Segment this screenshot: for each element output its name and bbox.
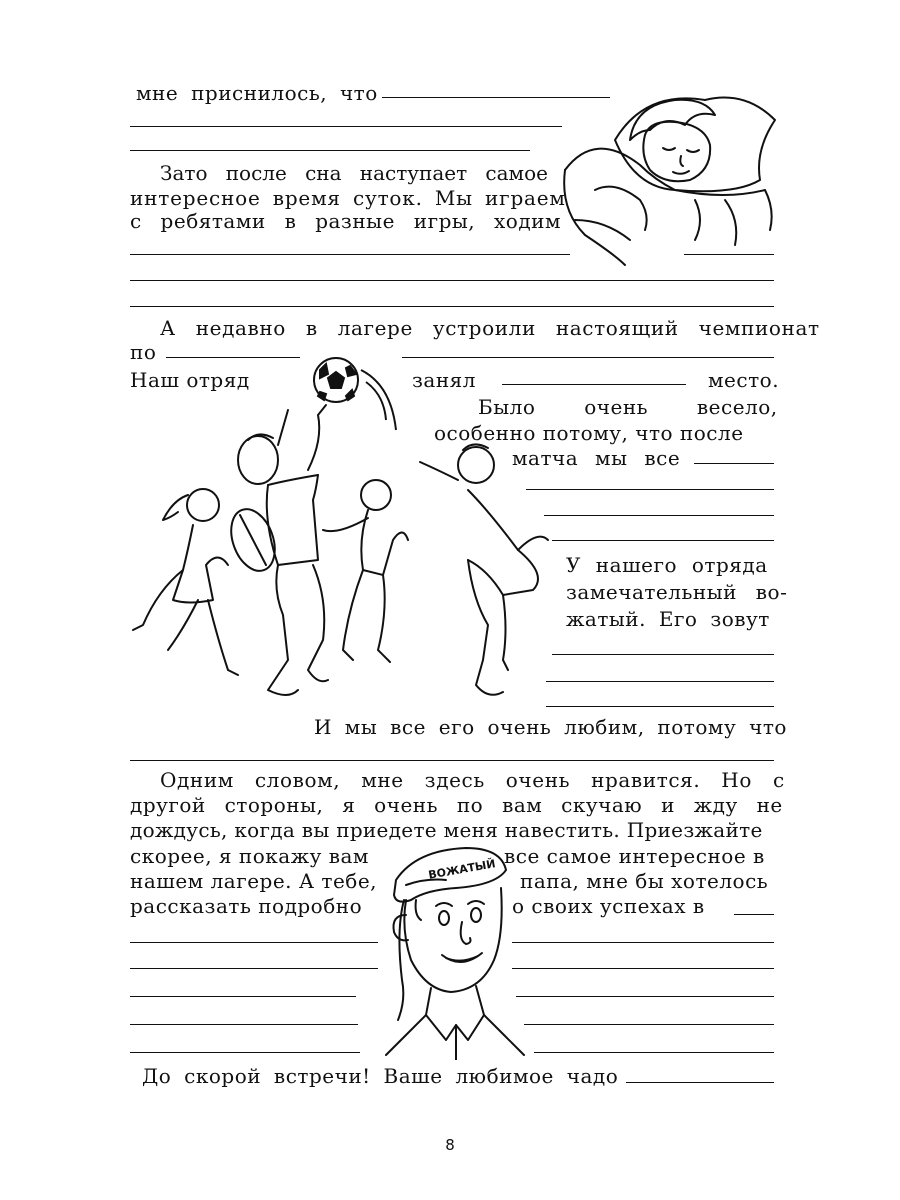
cap-text: ВОЖАТЫЙ (427, 857, 497, 882)
answer-line[interactable] (544, 515, 774, 516)
answer-line[interactable] (552, 654, 774, 655)
answer-line[interactable] (166, 357, 300, 358)
answer-line[interactable] (130, 254, 570, 255)
answer-line[interactable] (546, 706, 774, 707)
counselor-illustration (376, 840, 526, 1060)
p5-line6-left: рассказать подробно (130, 894, 363, 918)
p2-line3: с ребятами в разные игры, ходим (130, 209, 562, 233)
p4-line1: У нашего отряда (566, 553, 768, 577)
kids-playing-illustration (128, 400, 558, 730)
p4-line3: жатый. Его зовут (566, 607, 770, 631)
p5-line1: Одним словом, мне здесь очень нравится. Но с (160, 768, 785, 792)
answer-line[interactable] (130, 150, 530, 151)
p3-line3-suffix: место. (708, 368, 780, 392)
answer-line[interactable] (734, 914, 774, 915)
answer-line[interactable] (130, 760, 774, 761)
answer-line[interactable] (130, 942, 378, 943)
signature-line[interactable] (626, 1082, 774, 1083)
answer-line[interactable] (130, 1052, 360, 1053)
answer-line[interactable] (130, 996, 356, 997)
answer-line[interactable] (402, 357, 774, 358)
answer-line[interactable] (512, 968, 774, 969)
answer-line[interactable] (546, 681, 774, 682)
p5-line3: дождусь, когда вы приедете меня навестить. Приезжайте (130, 818, 763, 842)
p4-line4: И мы все его очень любим, потому что (314, 715, 787, 739)
p5-line4-right: все самое интересное в (504, 844, 765, 868)
p3-line2-prefix: по (130, 340, 157, 364)
answer-line[interactable] (130, 968, 378, 969)
page-number: 8 (445, 1136, 455, 1154)
p2-line2: интересное время суток. Мы играем (130, 186, 566, 210)
answer-line[interactable] (684, 254, 774, 255)
p3-line3-mid: занял (412, 368, 476, 392)
answer-line[interactable] (516, 996, 774, 997)
dream-text: мне приснилось, что (136, 81, 378, 105)
p5-line5-right: папа, мне бы хотелось (520, 869, 769, 893)
p5-line6-right: о своих успехах в (512, 894, 705, 918)
closing-text: До скорой встречи! Ваше любимое чадо (142, 1064, 619, 1088)
p3-line4: Было очень весело, (478, 395, 778, 419)
p2-line1 (160, 161, 548, 185)
p2-line1-text: Зато после сна наступает самое (160, 161, 548, 185)
answer-line[interactable] (552, 540, 774, 541)
p5-line2: другой стороны, я очень по вам скучаю и жду не (130, 793, 783, 817)
p4-line2: замечательный во- (566, 580, 788, 604)
answer-line[interactable] (130, 280, 774, 281)
answer-line[interactable] (130, 126, 562, 127)
p5-line5-left: нашем лагере. А тебе, (130, 869, 378, 893)
p3-line5: особенно потому, что после (434, 421, 744, 445)
answer-line[interactable] (512, 942, 774, 943)
answer-line[interactable] (130, 1024, 358, 1025)
answer-line[interactable] (526, 489, 774, 490)
answer-line[interactable] (502, 384, 686, 385)
p3-line3-prefix: Наш отряд (130, 368, 250, 392)
p5-line4-left: скорее, я покажу вам (130, 844, 369, 868)
p3-line6: матча мы все (512, 446, 681, 470)
answer-line[interactable] (534, 1052, 774, 1053)
p3-line1: А недавно в лагере устроили настоящий чемпионат (160, 316, 820, 340)
sleeping-child-illustration (555, 70, 785, 270)
answer-line[interactable] (524, 1024, 774, 1025)
answer-line[interactable] (130, 306, 774, 307)
answer-line[interactable] (694, 463, 774, 464)
